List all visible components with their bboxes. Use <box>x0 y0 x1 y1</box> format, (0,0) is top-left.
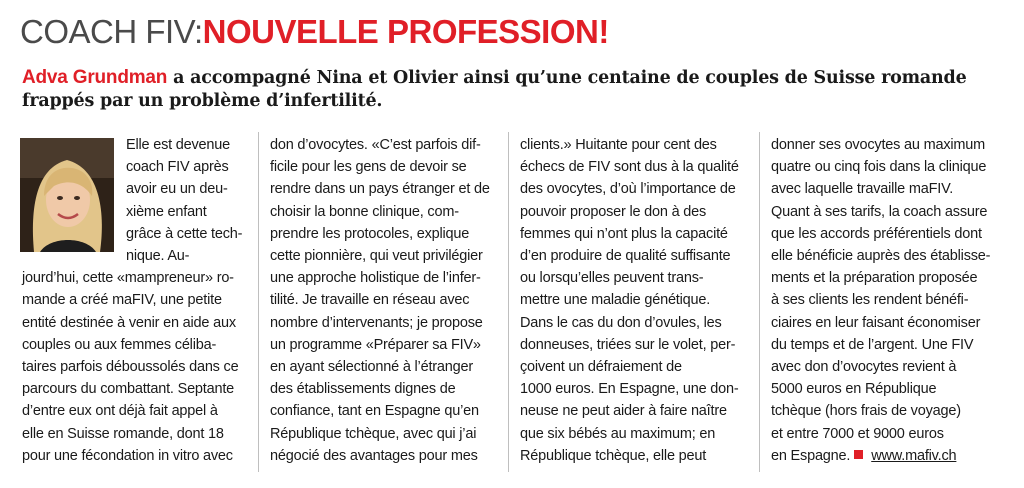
website-link[interactable]: www.mafiv.ch <box>871 447 957 464</box>
lead-text: a accompagné Nina et Olivier ainsi qu’une centaine de couples de Suisse romande frappés par un problème d’infertilité. <box>22 68 967 111</box>
text-line: que les accords préférentiels dont <box>771 225 982 242</box>
text-line: ments et la préparation proposée <box>771 270 978 287</box>
text-line: grâce à cette tech- <box>126 225 243 242</box>
text-line: nombre d’intervenants; je propose <box>270 314 483 331</box>
text-line: négocié des avantages pour mes <box>270 447 478 464</box>
lead-paragraph <box>22 66 972 113</box>
text-line: République tchèque, avec qui j’ai <box>270 425 477 442</box>
last-line <box>771 445 990 467</box>
text-line: xième enfant <box>126 203 207 220</box>
text-line: ciaires en leur faisant économiser <box>771 314 981 331</box>
text-line: pour une fécondation in vitro avec <box>22 447 233 464</box>
text-line: neuse ne peut aider à faire naître <box>520 403 727 420</box>
text-line: 5000 euros en République <box>771 381 937 398</box>
column-divider <box>508 132 509 472</box>
text-line: couples ou aux femmes céliba- <box>22 336 217 353</box>
text-line: donner ses ovocytes au maximum <box>771 137 986 153</box>
text-line: Elle est devenue <box>126 137 231 153</box>
column-divider <box>759 132 760 472</box>
text-line: des ovocytes, d’où l’importance de <box>520 181 736 198</box>
text-line: d’en produire de qualité suffisante <box>520 248 731 265</box>
text-line: un programme «Préparer sa FIV» <box>270 336 481 353</box>
text-line: mettre une maladie génétique. <box>520 292 711 309</box>
text-line: clients.» Huitante pour cent des <box>520 137 717 153</box>
headline-title: NOUVELLE PROFESSION! <box>202 13 609 50</box>
text-line: République tchèque, elle peut <box>520 447 707 464</box>
text-line: femmes qui n’ont plus la capacité <box>520 225 728 242</box>
column-divider <box>258 132 259 472</box>
text-line: elle bénéficie auprès des établisse- <box>771 248 991 265</box>
text-line: que six bébés au maximum; en <box>520 425 716 442</box>
text-line: entité destinée à venir en aide aux <box>22 314 236 331</box>
column-2 <box>270 134 490 467</box>
text-line: avoir eu un deu- <box>126 181 228 198</box>
text-line: tchèque (hors frais de voyage) <box>771 403 961 420</box>
text-line: quatre ou cinq fois dans la clinique <box>771 159 987 176</box>
text-line: avec don d’ovocytes revient à <box>771 359 957 376</box>
text-line: prendre les protocoles, explique <box>270 225 470 242</box>
text-line: donneuses, triées sur le volet, per- <box>520 336 736 353</box>
column-3 <box>520 134 739 467</box>
text-line: en ayant sélectionné à l’étranger <box>270 359 473 376</box>
text-line: çoivent un défraiement de <box>520 359 682 376</box>
text-line: ficile pour les gens de devoir se <box>270 159 467 176</box>
text-line: rendre dans un pays étranger et de <box>270 181 490 198</box>
headline-kicker: COACH FIV: <box>20 13 203 50</box>
text-line: Quant à ses tarifs, la coach assure <box>771 203 988 220</box>
text-line: nique. Au- <box>126 248 190 265</box>
column-4 <box>771 134 990 467</box>
text-line: échecs de FIV sont dus à la qualité <box>520 159 739 176</box>
text-line: du temps et de l’argent. Une FIV <box>771 336 974 353</box>
text-line: taires parfois déboussolés dans ce <box>22 359 239 376</box>
text-line: cette pionnière, qui veut privilégier <box>270 248 483 265</box>
text-line: jourd’hui, cette «mampreneur» ro- <box>22 270 234 287</box>
text-line: don d’ovocytes. «C’est parfois dif- <box>270 137 481 153</box>
text-line: Dans le cas du don d’ovules, les <box>520 314 722 331</box>
text-line: et entre 7000 et 9000 euros <box>771 425 944 442</box>
text-line: une approche holistique de l’infer- <box>270 270 481 287</box>
end-square-icon <box>854 450 863 459</box>
text-line: pouvoir proposer le don à des <box>520 203 707 220</box>
text-line: tilité. Je travaille en réseau avec <box>270 292 470 309</box>
text-line: des établissements dignes de <box>270 381 456 398</box>
text-line: avec laquelle travaille maFIV. <box>771 181 954 198</box>
text-line: en Espagne. <box>771 447 851 464</box>
text-line: à ses clients les rendent bénéfi- <box>771 292 969 309</box>
lead-author: Adva Grundman <box>22 67 168 88</box>
headline <box>20 10 609 54</box>
text-line: parcours du combattant. Septante <box>22 381 235 398</box>
text-line: elle en Suisse romande, dont 18 <box>22 425 224 442</box>
text-line: mande a créé maFIV, une petite <box>22 292 222 309</box>
text-line: ou lorsqu’elles peuvent trans- <box>520 270 704 287</box>
text-line: coach FIV après <box>126 159 229 176</box>
column-1 <box>22 134 242 467</box>
text-line: confiance, tant en Espagne qu’en <box>270 403 479 420</box>
text-line: d’entre eux ont déjà fait appel à <box>22 403 218 420</box>
text-line: 1000 euros. En Espagne, une don- <box>520 381 739 398</box>
text-line: choisir la bonne clinique, com- <box>270 203 459 220</box>
